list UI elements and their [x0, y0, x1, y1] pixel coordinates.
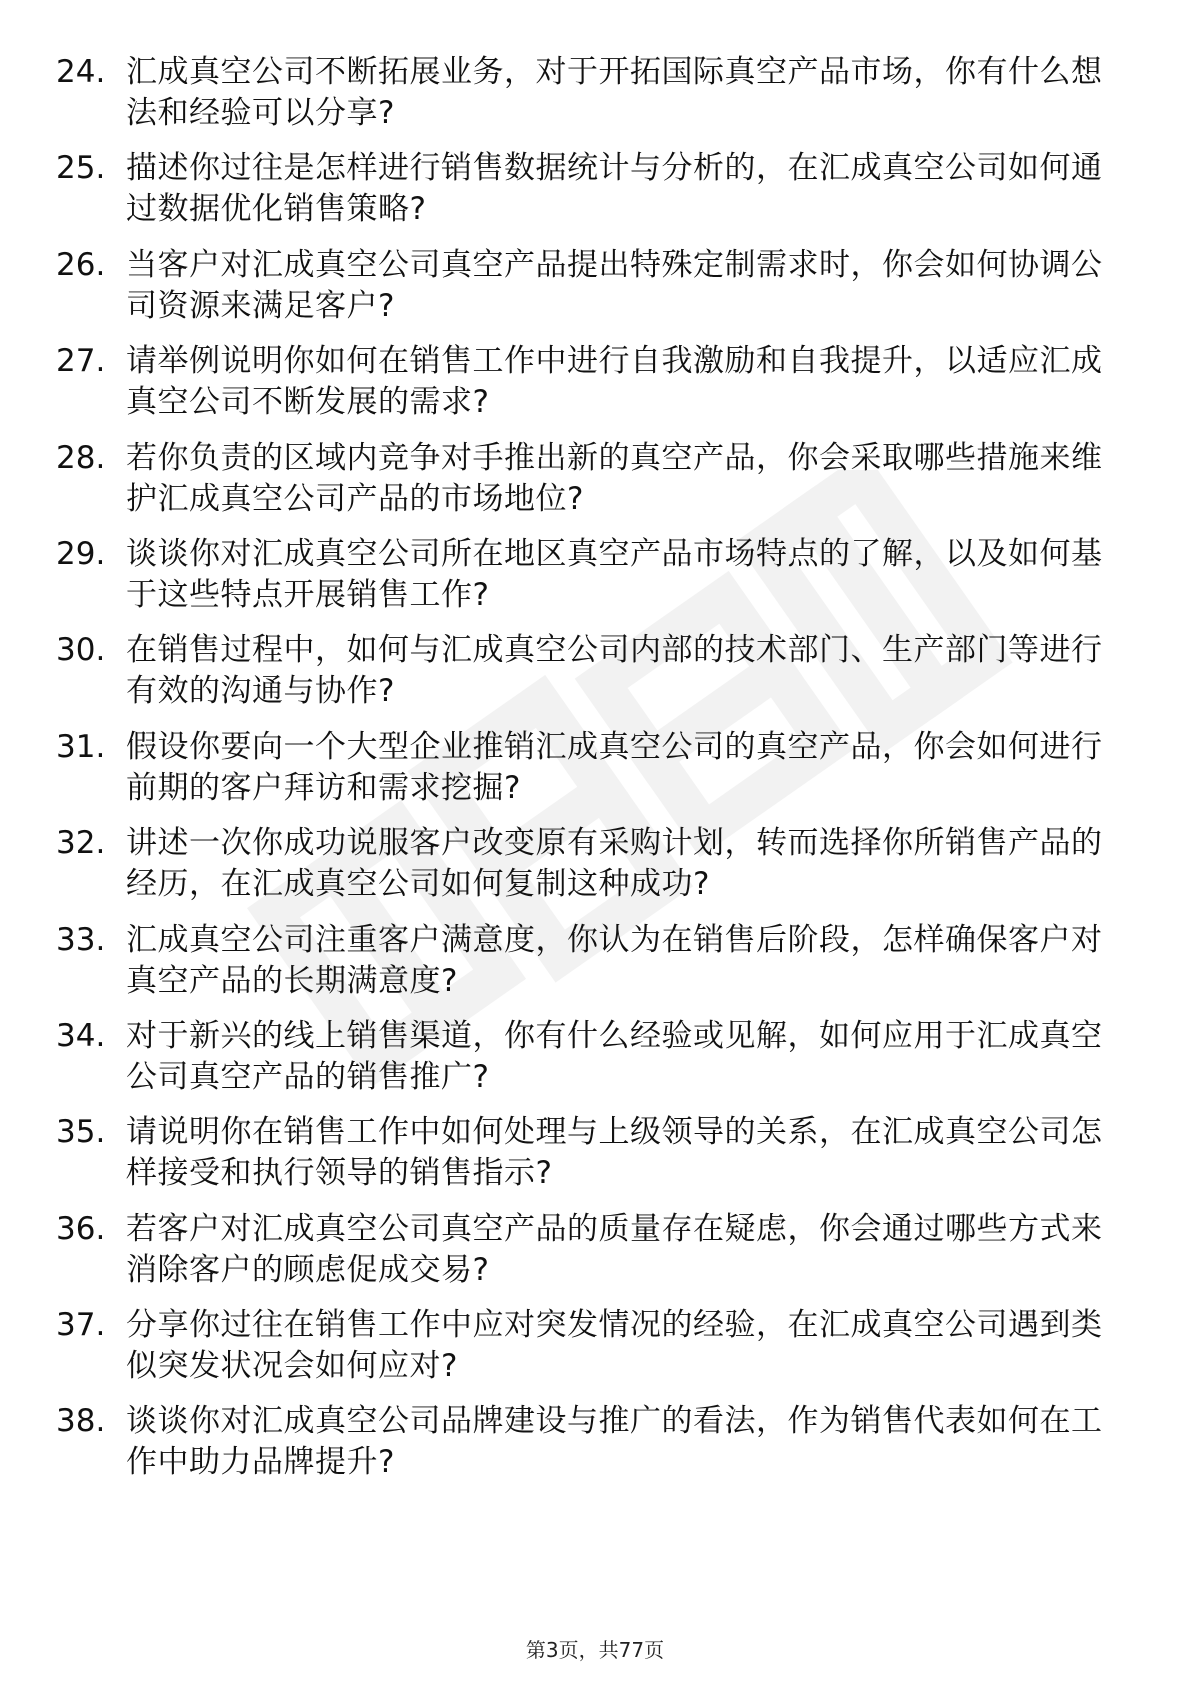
question-text: 描述你过往是怎样进行销售数据统计与分析的，在汇成真空公司如何通过数据优化销售策略? — [126, 150, 1103, 228]
question-number: 27. — [56, 343, 106, 380]
question-item — [0, 438, 1190, 534]
question-text: 讲述一次你成功说服客户改变原有采购计划，转而选择你所销售产品的经历，在汇成真空公司如何复制这种成功? — [126, 825, 1103, 903]
question-item — [0, 341, 1190, 437]
question-item — [0, 1016, 1190, 1112]
question-text: 请举例说明你如何在销售工作中进行自我激励和自我提升，以适应汇成真空公司不断发展的需求? — [126, 343, 1103, 421]
question-text: 若你负责的区域内竞争对手推出新的真空产品，你会采取哪些措施来维护汇成真空公司产品的市场地位? — [126, 439, 1103, 517]
question-number: 33. — [56, 921, 106, 958]
question-item — [0, 52, 1190, 148]
question-text: 若客户对汇成真空公司真空产品的质量存在疑虑，你会通过哪些方式来消除客户的顾虑促成交易? — [126, 1210, 1103, 1288]
question-number: 37. — [56, 1307, 106, 1344]
question-text: 假设你要向一个大型企业推销汇成真空公司的真空产品，你会如何进行前期的客户拜访和需求挖掘? — [126, 728, 1103, 806]
question-item — [0, 1209, 1190, 1305]
question-text: 请说明你在销售工作中如何处理与上级领导的关系，在汇成真空公司怎样接受和执行领导的销售指示? — [126, 1114, 1103, 1192]
question-item — [0, 1112, 1190, 1208]
question-text: 汇成真空公司注重客户满意度，你认为在销售后阶段，怎样确保客户对真空产品的长期满意度? — [126, 921, 1103, 999]
question-item — [0, 1305, 1190, 1401]
question-number: 28. — [56, 439, 106, 476]
question-item — [0, 534, 1190, 630]
question-number: 38. — [56, 1403, 106, 1440]
question-number: 36. — [56, 1210, 106, 1247]
question-number: 26. — [56, 246, 106, 283]
question-number: 30. — [56, 632, 106, 669]
question-number: 29. — [56, 535, 106, 572]
question-text: 当客户对汇成真空公司真空产品提出特殊定制需求时，你会如何协调公司资源来满足客户? — [126, 246, 1103, 324]
question-list — [0, 52, 1190, 1498]
question-item — [0, 148, 1190, 244]
question-text: 汇成真空公司不断拓展业务，对于开拓国际真空产品市场，你有什么想法和经验可以分享? — [126, 54, 1103, 131]
question-number: 25. — [56, 150, 106, 187]
question-number: 31. — [56, 728, 106, 765]
question-item — [0, 727, 1190, 823]
question-number: 35. — [56, 1114, 106, 1151]
question-text: 对于新兴的线上销售渠道，你有什么经验或见解，如何应用于汇成真空公司真空产品的销售推广? — [126, 1017, 1103, 1095]
question-item — [0, 920, 1190, 1016]
question-item — [0, 1401, 1190, 1497]
question-number: 32. — [56, 825, 106, 862]
question-text: 谈谈你对汇成真空公司品牌建设与推广的看法，作为销售代表如何在工作中助力品牌提升? — [126, 1403, 1103, 1481]
question-text: 在销售过程中，如何与汇成真空公司内部的技术部门、生产部门等进行有效的沟通与协作? — [126, 632, 1103, 710]
page-number: 第3页，共77页 — [525, 1638, 665, 1662]
question-item — [0, 823, 1190, 919]
question-item — [0, 630, 1190, 726]
question-number: 24. — [56, 54, 106, 90]
question-text: 谈谈你对汇成真空公司所在地区真空产品市场特点的了解，以及如何基于这些特点开展销售工作? — [126, 535, 1103, 613]
question-text: 分享你过往在销售工作中应对突发情况的经验，在汇成真空公司遇到类似突发状况会如何应对? — [126, 1307, 1103, 1385]
question-number: 34. — [56, 1017, 106, 1054]
question-item — [0, 245, 1190, 341]
